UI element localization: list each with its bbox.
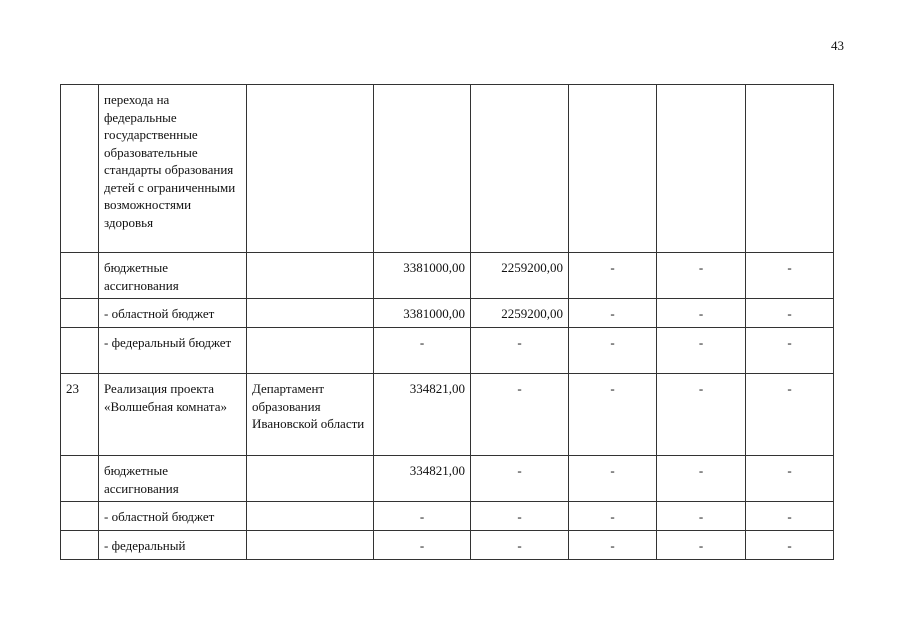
row-executor	[247, 299, 374, 328]
value-cell	[657, 85, 746, 253]
value-cell: -	[569, 253, 657, 299]
value-cell: -	[569, 374, 657, 456]
value-cell: -	[471, 531, 569, 560]
value-cell: -	[657, 253, 746, 299]
row-name: бюджетные ассигнования	[99, 253, 247, 299]
table-row	[61, 531, 834, 560]
value-cell: -	[657, 299, 746, 328]
value-cell: -	[374, 502, 471, 531]
value-cell: 2259200,00	[471, 253, 569, 299]
table-row	[61, 328, 834, 374]
row-executor	[247, 253, 374, 299]
row-executor	[247, 85, 374, 253]
row-executor	[247, 456, 374, 502]
value-cell: -	[746, 328, 834, 374]
value-cell: -	[746, 502, 834, 531]
row-name: бюджетные ассигнования	[99, 456, 247, 502]
value-cell: -	[657, 328, 746, 374]
value-cell: -	[746, 374, 834, 456]
value-cell: -	[569, 531, 657, 560]
value-cell: -	[471, 328, 569, 374]
value-cell	[374, 85, 471, 253]
value-cell: -	[657, 456, 746, 502]
page-number: 43	[831, 38, 844, 53]
value-cell: 3381000,00	[374, 299, 471, 328]
row-index	[61, 253, 99, 299]
value-cell: -	[746, 253, 834, 299]
value-cell: -	[746, 456, 834, 502]
table-row	[61, 299, 834, 328]
value-cell: -	[471, 456, 569, 502]
row-name: перехода на федеральные государственные образовательные стандарты образования детей с ограниченными возможностями здоровья	[99, 85, 247, 253]
value-cell: -	[746, 531, 834, 560]
value-cell: -	[471, 374, 569, 456]
row-index: 23	[61, 374, 99, 456]
value-cell: -	[569, 299, 657, 328]
row-executor	[247, 502, 374, 531]
value-cell: -	[569, 456, 657, 502]
row-executor: Департамент образования Ивановской области	[247, 374, 374, 456]
value-cell	[746, 85, 834, 253]
value-cell: -	[569, 328, 657, 374]
row-executor	[247, 328, 374, 374]
row-name: Реализация проекта «Волшебная комната»	[99, 374, 247, 456]
row-name: - федеральный	[99, 531, 247, 560]
table-row	[61, 374, 834, 456]
row-name: - областной бюджет	[99, 502, 247, 531]
table-row	[61, 253, 834, 299]
row-index	[61, 456, 99, 502]
value-cell: 334821,00	[374, 456, 471, 502]
value-cell: -	[657, 502, 746, 531]
row-name: - федеральный бюджет	[99, 328, 247, 374]
value-cell: -	[657, 531, 746, 560]
value-cell: -	[569, 502, 657, 531]
value-cell	[569, 85, 657, 253]
value-cell: -	[471, 502, 569, 531]
row-index	[61, 85, 99, 253]
value-cell: 334821,00	[374, 374, 471, 456]
value-cell: -	[657, 374, 746, 456]
row-index	[61, 531, 99, 560]
value-cell: 2259200,00	[471, 299, 569, 328]
row-index	[61, 502, 99, 531]
budget-table	[60, 84, 834, 560]
row-executor	[247, 531, 374, 560]
table-row	[61, 502, 834, 531]
row-index	[61, 299, 99, 328]
value-cell: -	[746, 299, 834, 328]
row-name: - областной бюджет	[99, 299, 247, 328]
value-cell: 3381000,00	[374, 253, 471, 299]
value-cell: -	[374, 531, 471, 560]
table-row	[61, 85, 834, 253]
row-index	[61, 328, 99, 374]
value-cell: -	[374, 328, 471, 374]
table-row	[61, 456, 834, 502]
value-cell	[471, 85, 569, 253]
